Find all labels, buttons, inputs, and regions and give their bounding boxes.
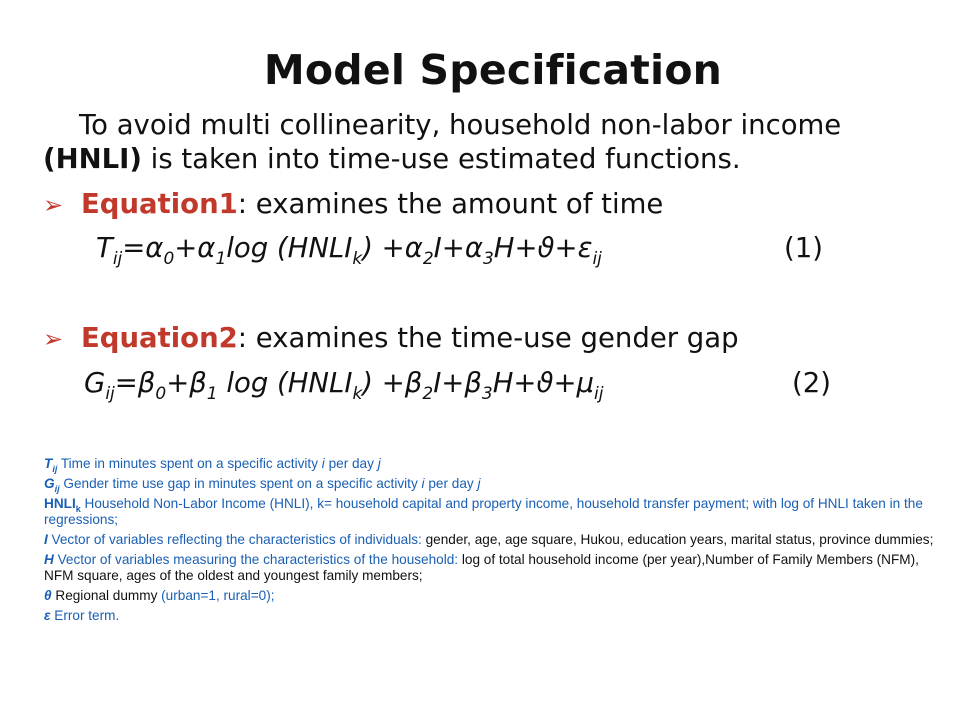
def-italic: i — [421, 476, 425, 491]
equation2-formula — [84, 367, 604, 404]
eq1-lhs-sub: ij — [112, 249, 123, 269]
def-text-dark: log of total household income (per year),Number of Family Members (NFM), NFM square, ages of the oldest and youngest family members; — [44, 552, 919, 583]
def-symbol: T — [44, 456, 53, 471]
eq2-sub: 3 — [481, 384, 493, 404]
eq1-part: log (HNLI — [226, 232, 353, 264]
definitions-list — [44, 456, 944, 628]
eq2-sub: ij — [594, 384, 604, 404]
definition-hnli — [44, 496, 944, 528]
definition-theta — [44, 588, 944, 604]
def-text: Vector of variables measuring the characteristics of the household: — [53, 552, 462, 567]
def-italic: i — [321, 456, 325, 471]
equation1-bullet — [43, 188, 663, 220]
def-text: Error term. — [50, 608, 120, 623]
equation1-name: Equation1 — [81, 188, 238, 220]
def-symbol: ε — [44, 608, 51, 623]
eq2-part: H+ϑ+μ — [492, 367, 595, 399]
eq2-part: ) +β — [362, 367, 423, 399]
intro-paragraph — [43, 108, 943, 176]
equation2-number: (2) — [792, 367, 831, 399]
eq1-part: H+ϑ+ε — [493, 232, 593, 264]
intro-rest: is taken into time-use estimated functions. — [141, 143, 741, 175]
intro-line-1: To avoid multi collinearity, household non-labor income — [79, 109, 842, 141]
definition-epsilon — [44, 608, 944, 624]
eq2-sub: 2 — [422, 384, 434, 404]
equation1-desc: : examines the amount of time — [237, 188, 664, 220]
def-text: Household Non-Labor Income (HNLI), k= household capital and property income, household transfer payment; with log of HNLI taken in the regressions; — [44, 496, 923, 527]
eq2-lhs: G — [84, 367, 106, 399]
eq1-part: ) +α — [362, 232, 423, 264]
def-symbol: θ — [44, 588, 52, 603]
eq2-sub: 1 — [206, 384, 218, 404]
definition-h — [44, 552, 944, 584]
eq2-lhs-sub: ij — [105, 384, 115, 404]
arrow-bullet-icon: ➢ — [43, 191, 64, 219]
eq1-sub: 1 — [215, 249, 227, 269]
equation1-formula — [96, 232, 602, 269]
def-italic: j — [377, 456, 381, 471]
equation2-name: Equation2 — [81, 322, 238, 354]
slide-title: Model Specification — [263, 46, 723, 94]
intro-line-2 — [43, 142, 943, 176]
eq1-sub: 2 — [422, 249, 434, 269]
definition-i — [44, 532, 944, 548]
eq1-part: +α — [174, 232, 216, 264]
def-text: Gender time use gap in minutes spent on a specific activity — [59, 476, 422, 491]
def-text: Time in minutes spent on a specific activity — [57, 456, 322, 471]
def-symbol: HNLI — [44, 496, 76, 511]
definition-t — [44, 456, 944, 472]
arrow-bullet-icon: ➢ — [43, 325, 64, 353]
def-text: Regional dummy — [51, 588, 162, 603]
eq1-sub: k — [352, 249, 363, 269]
def-italic: j — [477, 476, 481, 491]
eq1-sub: 3 — [482, 249, 494, 269]
def-symbol-sub: ij — [54, 484, 60, 494]
def-symbol: H — [44, 552, 54, 567]
def-text: Vector of variables reflecting the characteristics of individuals: — [47, 532, 426, 547]
intro-bold: (HNLI) — [43, 143, 142, 175]
equation1-number: (1) — [784, 232, 823, 264]
definition-g — [44, 476, 944, 492]
def-text-dark: gender, age, age square, Hukou, education years, marital status, province dummies; — [425, 532, 934, 547]
def-symbol: G — [44, 476, 55, 491]
def-text-paren: (urban=1, rural=0); — [161, 588, 275, 603]
eq2-part: I+β — [433, 367, 482, 399]
eq2-sub: 0 — [155, 384, 167, 404]
def-symbol-sub: ij — [52, 464, 58, 474]
eq1-sub: ij — [592, 249, 602, 269]
equation2-bullet — [43, 322, 739, 354]
def-text: per day — [324, 456, 378, 471]
eq1-sub: 0 — [163, 249, 175, 269]
def-symbol: I — [44, 532, 48, 547]
eq1-lhs: T — [96, 232, 113, 264]
eq1-part: I+α — [433, 232, 483, 264]
def-text: per day — [424, 476, 478, 491]
equation2-desc: : examines the time-use gender gap — [237, 322, 739, 354]
eq2-part: +β — [166, 367, 207, 399]
eq2-part: log (HNLI — [217, 367, 353, 399]
eq1-part: =α — [122, 232, 164, 264]
def-symbol-sub: k — [75, 504, 81, 514]
eq2-part: =β — [114, 367, 156, 399]
eq2-sub: k — [352, 384, 363, 404]
